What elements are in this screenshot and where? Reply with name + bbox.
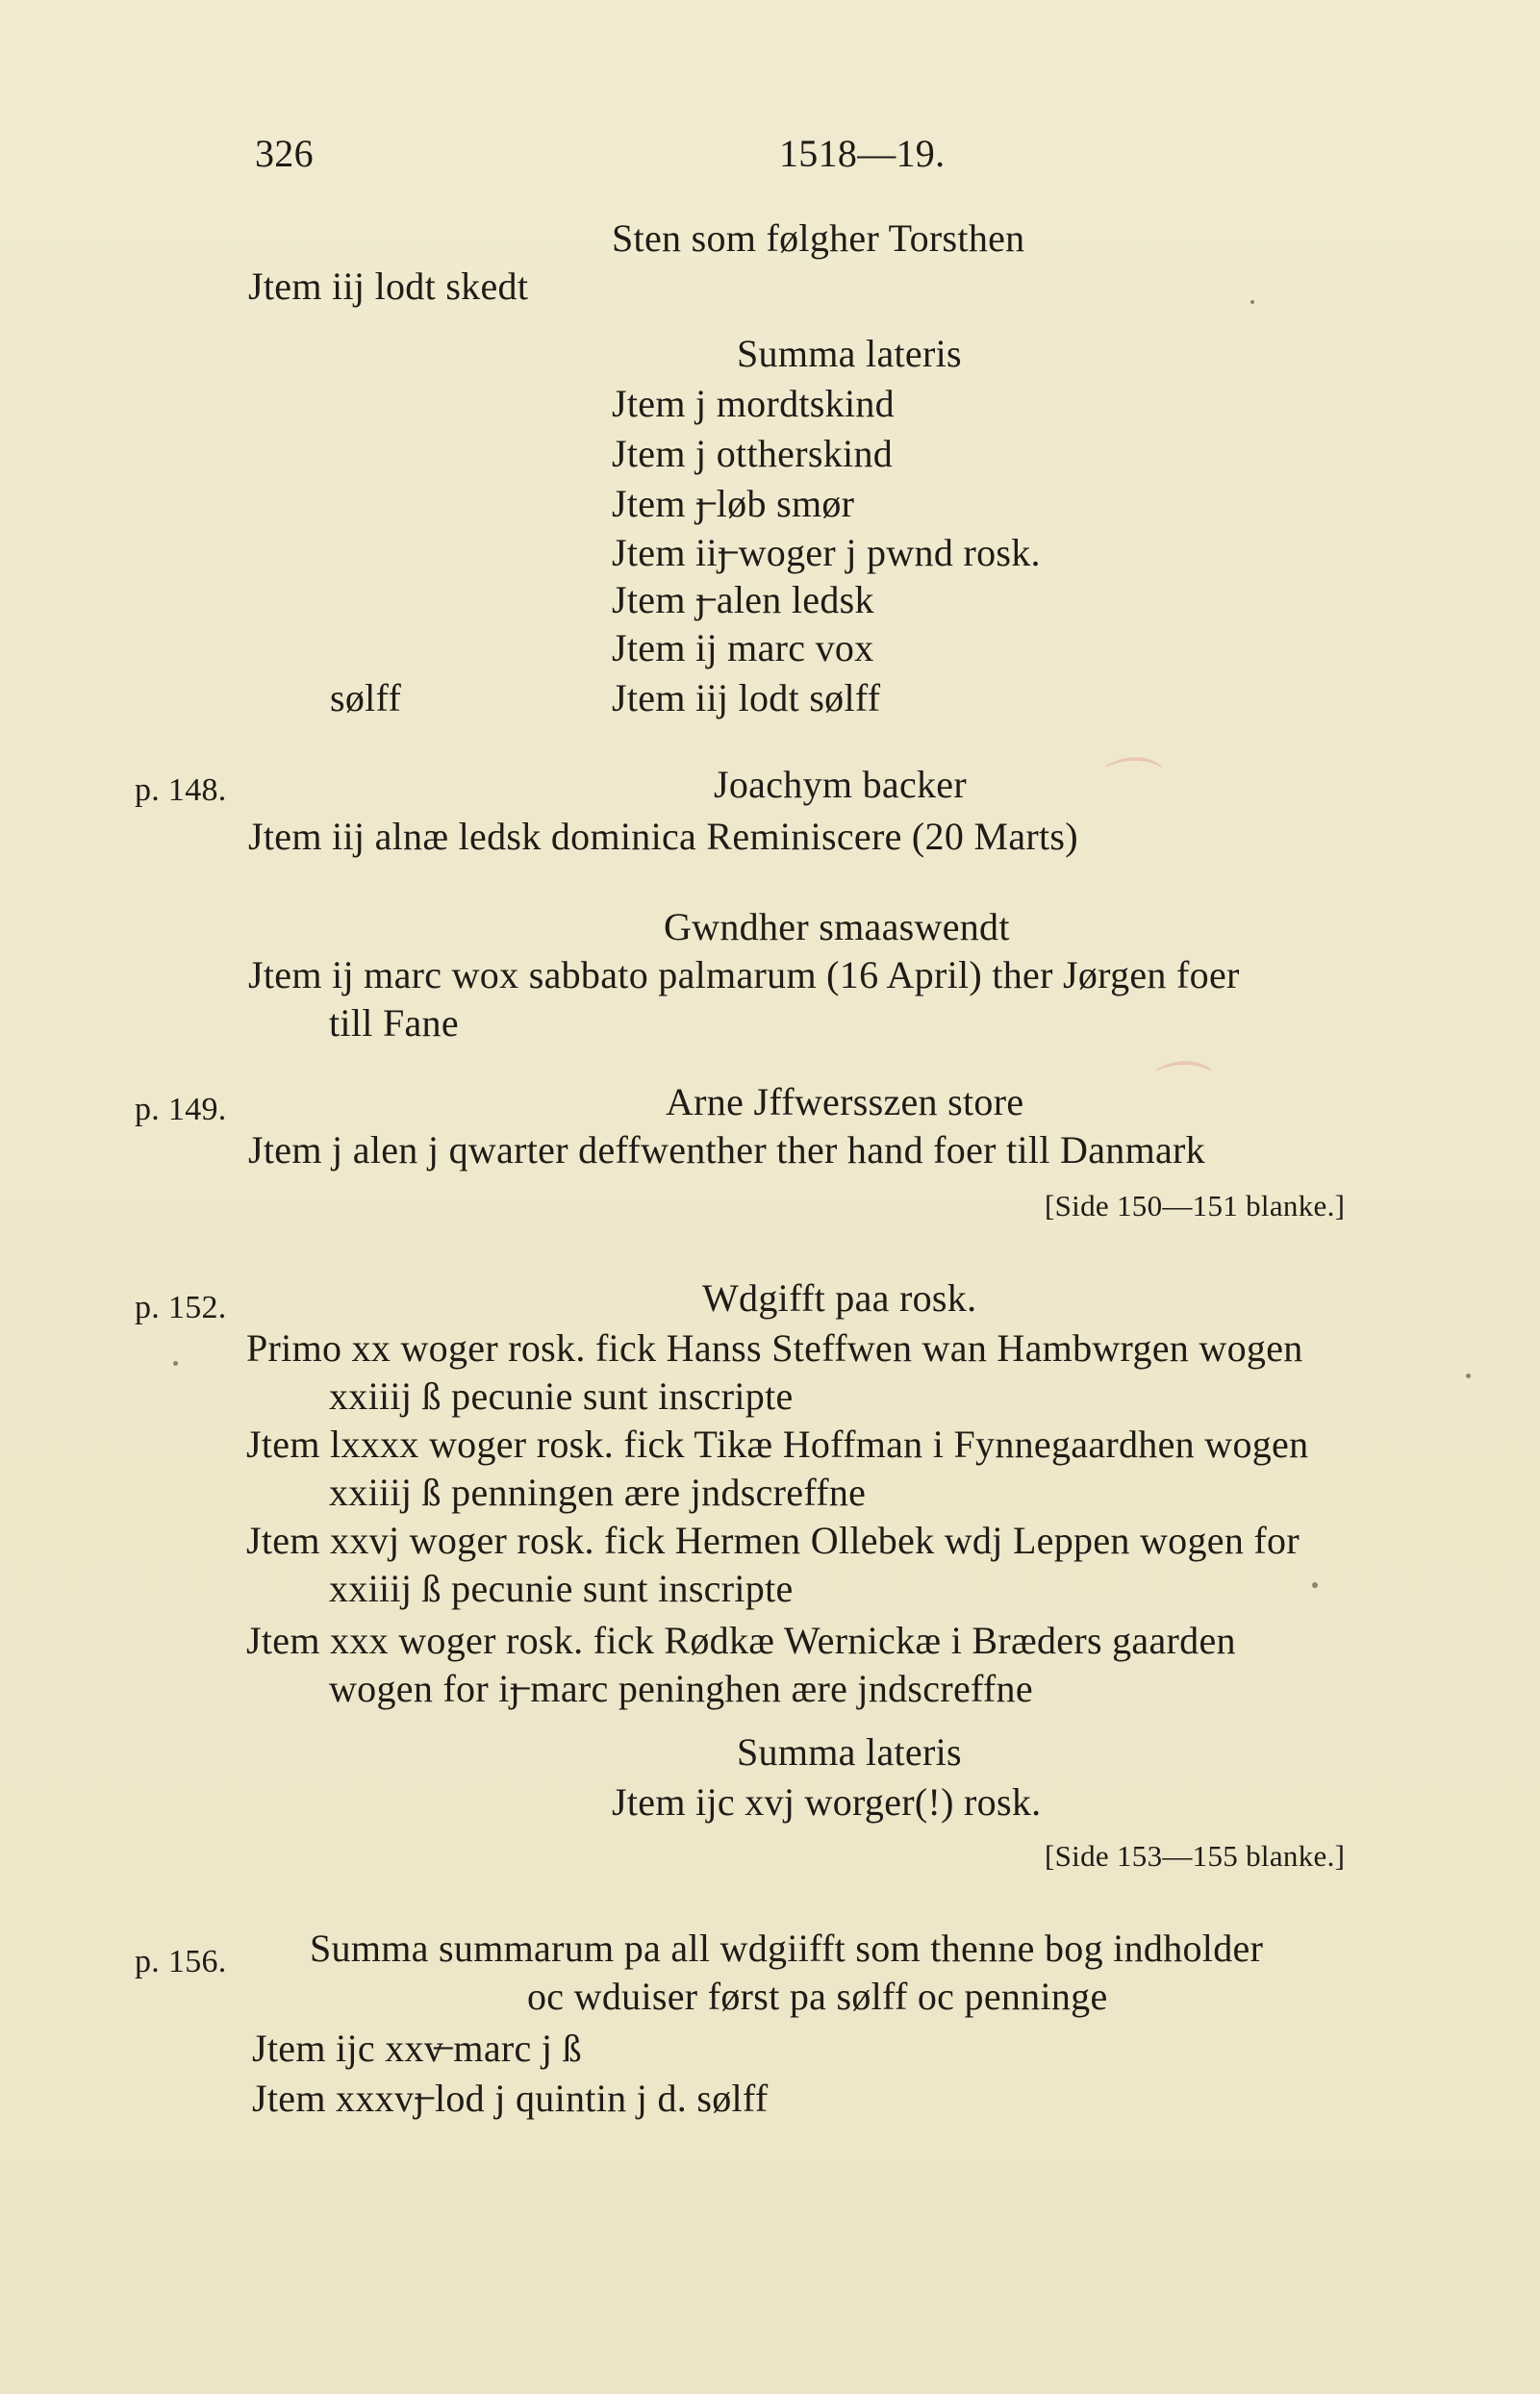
- section-heading: Wdgifft paa rosk.: [702, 1276, 977, 1320]
- text-line: oc wduiser først pa sølff oc penninge: [527, 1975, 1108, 2018]
- text-line: Jtem xxxvȷ̶ lod j quintin j d. sølff: [252, 2077, 769, 2120]
- text-line: Jtem iij alnæ ledsk dominica Reminiscere (20 Marts): [248, 815, 1078, 858]
- text-line: wogen for iȷ̶ marc peninghen ære jndscreffne: [329, 1667, 1033, 1710]
- blank-pages-note: [Side 153—155 blanke.]: [1045, 1839, 1346, 1873]
- margin-label: sølff: [330, 676, 402, 719]
- pencil-mark: ⌒: [1095, 753, 1152, 820]
- text-line: xxiiij ß pecunie sunt inscripte: [329, 1567, 794, 1610]
- text-line: Summa summarum pa all wdgiifft som thenne bog indholder: [310, 1927, 1264, 1970]
- text-line: Jtem ij marc wox sabbato palmarum (16 April) ther Jørgen foer: [248, 953, 1240, 996]
- page-reference: p. 148.: [135, 772, 227, 808]
- text-line: Jtem ȷ̶ løb smør: [612, 482, 855, 525]
- section-heading: Joachym backer: [714, 763, 967, 806]
- text-line: till Fane: [329, 1001, 459, 1045]
- text-line: Jtem lxxxx woger rosk. fick Tikæ Hoffman i Fynnegaardhen wogen: [246, 1423, 1309, 1466]
- text-line: Jtem iij lodt sølff: [612, 676, 881, 719]
- text-line: Jtem ijc xvj worger(!) rosk.: [612, 1780, 1042, 1824]
- paper-speck: [1250, 300, 1254, 304]
- blank-pages-note: [Side 150—151 blanke.]: [1045, 1189, 1346, 1222]
- text-line: Jtem ȷ̶ alen ledsk: [612, 578, 874, 621]
- text-line: Primo xx woger rosk. fick Hanss Steffwen wan Hambwrgen wogen: [246, 1326, 1303, 1370]
- section-heading: Sten som følgher Torsthen: [612, 216, 1025, 260]
- text-line: Jtem ijc xxv̶ marc j ß: [252, 2027, 582, 2070]
- page-reference: p. 156.: [135, 1944, 227, 1979]
- pencil-mark: ⌒: [1145, 1057, 1202, 1124]
- text-line: xxiiij ß penningen ære jndscreffne: [329, 1471, 867, 1514]
- page-reference: p. 149.: [135, 1092, 227, 1127]
- text-line: Jtem iij lodt skedt: [248, 265, 529, 308]
- text-line: Jtem j alen j qwarter deffwenther ther hand foer till Danmark: [248, 1128, 1205, 1172]
- text-line: Jtem xxx woger rosk. fick Rødkæ Wernickæ i Bræders gaarden: [246, 1619, 1236, 1662]
- page-number: 326: [255, 132, 314, 175]
- section-heading: Arne Jffwerssze​n store: [666, 1080, 1024, 1123]
- text-line: xxiiij ß pecunie sunt inscripte: [329, 1374, 794, 1418]
- section-heading: Gwndher smaaswendt: [664, 905, 1010, 948]
- paper-speck: [1312, 1582, 1318, 1588]
- text-line: Jtem xxvj woger rosk. fick Hermen Ollebek wdj Leppen wogen for: [246, 1519, 1300, 1562]
- summa-line: Summa lateris: [737, 332, 962, 375]
- paper-speck: [1466, 1373, 1471, 1378]
- summa-line: Summa lateris: [737, 1730, 962, 1774]
- text-line: Jtem iiȷ̶ woger j pwnd rosk.: [612, 531, 1041, 574]
- page-reference: p. 152.: [135, 1290, 227, 1325]
- text-line: Jtem j ottherskind: [612, 432, 894, 475]
- text-line: Jtem j mordtskind: [612, 382, 895, 425]
- paper-speck: [173, 1361, 178, 1366]
- text-line: Jtem ij marc vox: [612, 626, 874, 669]
- running-head-years: 1518—19.: [779, 132, 946, 175]
